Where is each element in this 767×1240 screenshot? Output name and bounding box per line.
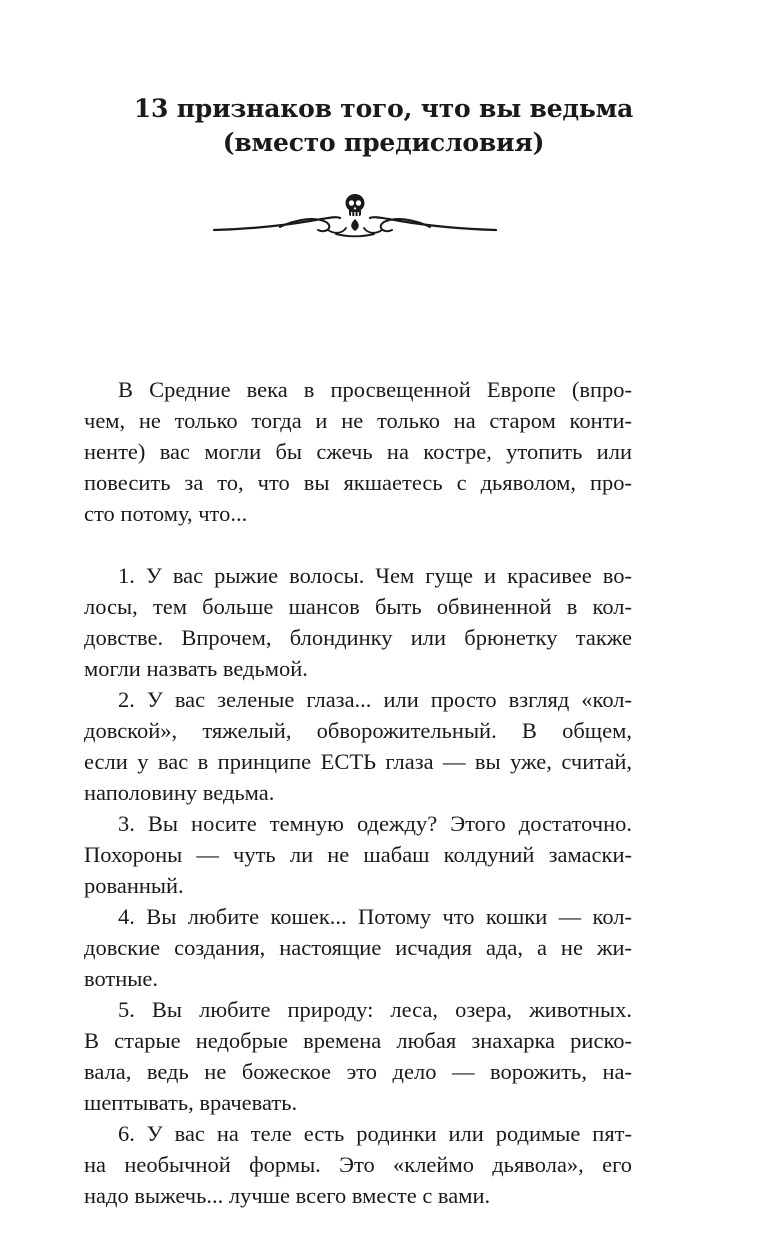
chapter-title-line-2: (вместо предисловия): [222, 128, 545, 157]
list-item-line: могли назвать ведьмой.: [84, 656, 308, 681]
intro-line: сто потому, что...: [84, 501, 248, 526]
list-item-4: [84, 901, 632, 994]
list-item-line: 5. Вы любите природу: леса, озера, животных.: [118, 997, 632, 1022]
list-item-line: рованный.: [84, 873, 184, 898]
skull-icon: [346, 194, 365, 231]
list-item-1: [84, 560, 632, 684]
list-item-line: Похороны — чуть ли не шабаш колдуний замаски-: [84, 842, 632, 867]
intro-line: ненте) вас могли бы сжечь на костре, утопить или: [84, 439, 632, 464]
intro-line: чем, не только тогда и не только на старом конти-: [84, 408, 632, 433]
skull-ornament-divider: [210, 190, 500, 242]
list-item-line: шептывать, врачевать.: [84, 1090, 298, 1115]
list-item-line: на необычной формы. Это «клеймо дьявола», его: [84, 1152, 632, 1177]
paragraph-spacer: [84, 529, 632, 560]
list-item-line: 4. Вы любите кошек... Потому что кошки — кол-: [118, 904, 632, 929]
list-item-line: довские создания, настоящие исчадия ада, а не жи-: [84, 935, 632, 960]
list-item-5: [84, 994, 632, 1118]
list-item-line: довстве. Впрочем, блондинку или брюнетку также: [84, 625, 632, 650]
list-item-line: наполовину ведьма.: [84, 780, 275, 805]
list-item-line: довской», тяжелый, обворожительный. В общем,: [84, 718, 632, 743]
list-item-line: лосы, тем больше шансов быть обвиненной в кол-: [84, 594, 632, 619]
body-text: [84, 374, 632, 1211]
list-item-line: 3. Вы носите темную одежду? Этого достаточно.: [118, 811, 632, 836]
chapter-title: [0, 92, 767, 160]
list-item-line: если у вас в принципе ЕСТЬ глаза — вы уже, считай,: [84, 749, 632, 774]
intro-paragraph: [84, 374, 632, 529]
list-item-6: [84, 1118, 632, 1211]
list-item-line: 1. У вас рыжие волосы. Чем гуще и красивее во-: [118, 563, 632, 588]
list-item-line: вала, ведь не божеское это дело — ворожить, на-: [84, 1059, 632, 1084]
list-item-2: [84, 684, 632, 808]
list-item-3: [84, 808, 632, 901]
list-item-line: вотные.: [84, 966, 159, 991]
list-item-line: 2. У вас зеленые глаза... или просто взгляд «кол-: [118, 687, 632, 712]
list-item-line: 6. У вас на теле есть родинки или родимые пят-: [118, 1121, 632, 1146]
list-item-line: надо выжечь... лучше всего вместе с вами.: [84, 1183, 491, 1208]
intro-line: повесить за то, что вы якшаетесь с дьяволом, про-: [84, 470, 632, 495]
list-item-line: В старые недобрые времена любая знахарка риско-: [84, 1028, 632, 1053]
intro-line: В Средние века в просвещенной Европе (впро-: [118, 377, 632, 402]
chapter-title-line-1: 13 признаков того, что вы ведьма: [133, 94, 634, 123]
